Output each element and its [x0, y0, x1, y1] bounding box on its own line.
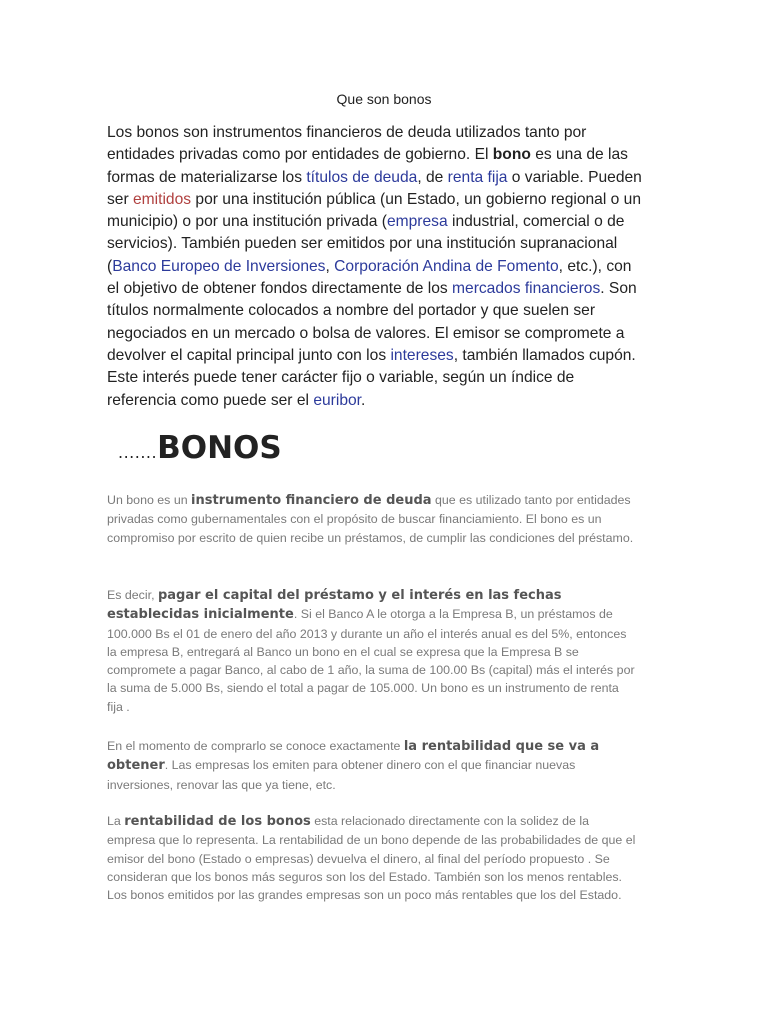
paragraph-bold: pagar el capital del préstamo y el interés en las fechas establecidas inicialmente: [107, 588, 562, 623]
solidez-paragraph: [107, 812, 637, 904]
paragraph-bold: instrumento financiero de deuda: [191, 493, 432, 508]
intro-text: Los bonos son instrumentos financieros de deuda utilizados tanto por entidades privadas como por entidades de gobierno. El: [107, 124, 587, 164]
paragraph-text: Es decir,: [107, 588, 158, 602]
emitidos-link[interactable]: emitidos: [133, 190, 192, 208]
paragraph-bold: rentabilidad de los bonos: [124, 814, 311, 829]
heading-word: BONOS: [157, 430, 282, 466]
renta-fija-link[interactable]: renta fija: [447, 168, 508, 186]
empresa-link[interactable]: empresa: [386, 213, 448, 231]
intereses-link[interactable]: intereses: [390, 346, 454, 364]
intro-text: , etc.), con el objetivo de obtener fondos directamente de los: [107, 257, 632, 298]
heading-dots: .......: [118, 443, 158, 462]
intro-text: .: [361, 391, 366, 409]
paragraph-text: esta relacionado directamente con la solidez de la empresa que lo representa. La rentabilidad de un bono depende de las probabilidades de que el emisor del bono (Estado o empresas) devuelva el dinero, al final del período propuesto . Se consideran que los bonos más seguros son los del Estado. También son los menos rentables. Los bonos emitidos por las grandes empresas son un poco más rentables que los del Estado.: [107, 814, 636, 903]
intro-text: , de: [417, 168, 448, 186]
intro-paragraph: [107, 122, 647, 412]
paragraph-text: . Si el Banco A le otorga a la Empresa B, un préstamos de 100.000 Bs el 01 de enero del año 2013 y durante un año el interés anual es del 5%, entonces la empresa B, entregará al Banco un bono en el cual se expresa que la Empresa B se compromete a pagar Banco, al cabo de 1 año, la suma de 100.00 Bs (capital) más el interés por la suma de 5.000 Bs, siendo el total a pagar de 105.000. Un bono es un instrumento de renta fija .: [107, 607, 635, 714]
paragraph-text: En el momento de comprarlo se conoce exactamente: [107, 739, 404, 753]
euribor-link[interactable]: euribor: [313, 391, 361, 409]
page-title: Que son bonos: [336, 91, 432, 107]
intro-text: es una de las formas de materializarse los: [107, 146, 628, 186]
example-paragraph: [107, 586, 637, 716]
paragraph-text: . Las empresas los emiten para obtener dinero con el que financiar nuevas inversiones, renovar las que ya tiene, etc.: [107, 758, 576, 792]
intro-text: ,: [325, 257, 335, 275]
intro-text: , también llamados cupón. Este interés puede tener carácter fijo o variable, según un índice de referencia como puede ser el: [107, 346, 636, 409]
bonos-heading: [118, 428, 282, 466]
paragraph-text: que es utilizado tanto por entidades privadas como gubernamentales con el propósito de buscar financiamiento. El bono es un compromiso por escrito de quien recibe un préstamos, de cumplir las condiciones del préstamo.: [107, 493, 634, 545]
paragraph-bold: la rentabilidad que se va a obtener: [107, 739, 600, 774]
intro-text: industrial, comercial o de servicios). También pueden ser emitidos por una institución supranacional (: [107, 213, 625, 275]
intro-text: . Son títulos normalmente colocados a nombre del portador y que suelen ser negociados en un mercado o bolsa de valores. El emisor se compromete a devolver el capital principal junto con los: [107, 280, 637, 364]
paragraph-text: La: [107, 814, 125, 828]
banco-europeo-link[interactable]: Banco Europeo de Inversiones: [112, 257, 326, 275]
mercados-financieros-link[interactable]: mercados financieros: [452, 280, 601, 298]
titulos-de-deuda-link[interactable]: títulos de deuda: [306, 168, 418, 186]
bono-bold-term: bono: [492, 146, 531, 164]
corporacion-andina-link[interactable]: Corporación Andina de Fomento: [334, 257, 559, 275]
definition-paragraph: [107, 491, 637, 547]
rentabilidad-paragraph: [107, 737, 637, 794]
intro-text: por una institución pública (un Estado, un gobierno regional o un municipio) o por una institución privada (: [107, 190, 642, 231]
intro-text: o variable. Pueden ser: [107, 168, 642, 208]
paragraph-text: Un bono es un: [107, 493, 192, 507]
